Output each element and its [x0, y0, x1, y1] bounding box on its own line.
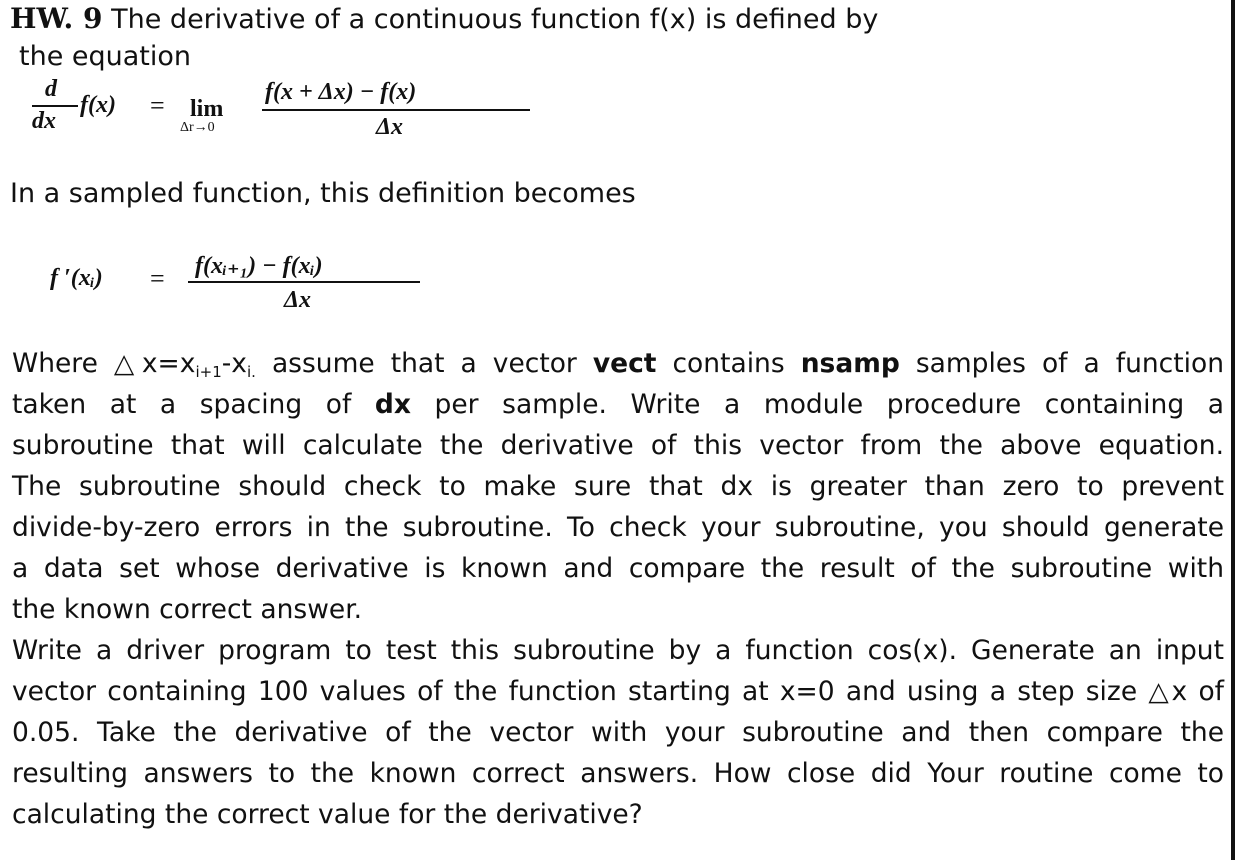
- title-line-2: the equation: [19, 41, 192, 72]
- subscript: i+1: [195, 363, 222, 381]
- eq1-denominator: Δx: [376, 114, 404, 140]
- para1-text: per sample. Write a module procedure containing a: [434, 389, 1224, 420]
- para2-line-5: calculating the correct value for the derivative?: [12, 799, 643, 830]
- eq1-frac-bar: [262, 109, 530, 111]
- paragraph-driver: [12, 630, 1224, 835]
- paragraph-task: [12, 343, 1224, 630]
- title-line: [10, 2, 878, 35]
- eq1-fx: f(x): [80, 92, 116, 118]
- eq1-d: d: [45, 76, 57, 102]
- eq2-lhs: f ′(xᵢ): [50, 265, 103, 291]
- para1-text: samples of a function: [915, 348, 1225, 379]
- eq1-numerator: f(x + Δx) − f(x): [265, 79, 417, 105]
- para1-line-1: [12, 343, 1224, 384]
- para1-text: -x: [221, 348, 247, 379]
- para1-line-5: divide-by-zero errors in the subroutine. To check your subroutine, you should generate: [12, 512, 1224, 543]
- hw-label: HW. 9: [10, 2, 103, 35]
- keyword-nsamp: nsamp: [800, 348, 900, 379]
- para1-text: contains: [672, 348, 785, 379]
- eq2-frac-bar: [188, 281, 420, 283]
- para2-line-4: resulting answers to the known correct answers. How close did Your routine come to: [12, 758, 1224, 789]
- para1-line-7: the known correct answer.: [12, 594, 363, 625]
- eq1-equals: =: [150, 91, 165, 120]
- eq1-lim-sub: Δr→0: [180, 120, 215, 135]
- para2-line-3: 0.05. Take the derivative of the vector with your subroutine and then compare the: [12, 717, 1224, 748]
- eq2-denominator: Δx: [284, 287, 312, 313]
- para1-text: assume that a vector: [271, 348, 577, 379]
- keyword-vect: vect: [592, 348, 657, 379]
- keyword-dx: dx: [374, 389, 411, 420]
- para1-line-4: The subroutine should check to make sure that dx is greater than zero to prevent: [12, 471, 1224, 502]
- eq1-lim: lim: [190, 96, 224, 122]
- subscript: i.: [246, 363, 256, 381]
- eq1-dfrac-bar: [32, 105, 78, 107]
- eq1-dx: dx: [32, 108, 56, 134]
- sampled-intro: In a sampled function, this definition becomes: [10, 178, 636, 209]
- para1-line-6: a data set whose derivative is known and compare the result of the subroutine with: [12, 553, 1224, 584]
- para1-text: Where △x=x: [12, 348, 196, 379]
- para1-line-3: subroutine that will calculate the derivative of this vector from the above equation.: [12, 430, 1224, 461]
- para1-text: taken at a spacing of: [12, 389, 352, 420]
- para2-line-1: Write a driver program to test this subroutine by a function cos(x). Generate an input: [12, 635, 1224, 666]
- para2-line-2: vector containing 100 values of the function starting at x=0 and using a step size △x of: [12, 676, 1224, 707]
- para1-line-2: [12, 384, 1224, 425]
- right-border: [1231, 0, 1235, 860]
- eq2-numerator: f(xᵢ₊₁) − f(xᵢ): [195, 253, 323, 279]
- eq2-equals: =: [150, 264, 165, 293]
- title-text: The derivative of a continuous function f(x) is defined by: [111, 4, 879, 35]
